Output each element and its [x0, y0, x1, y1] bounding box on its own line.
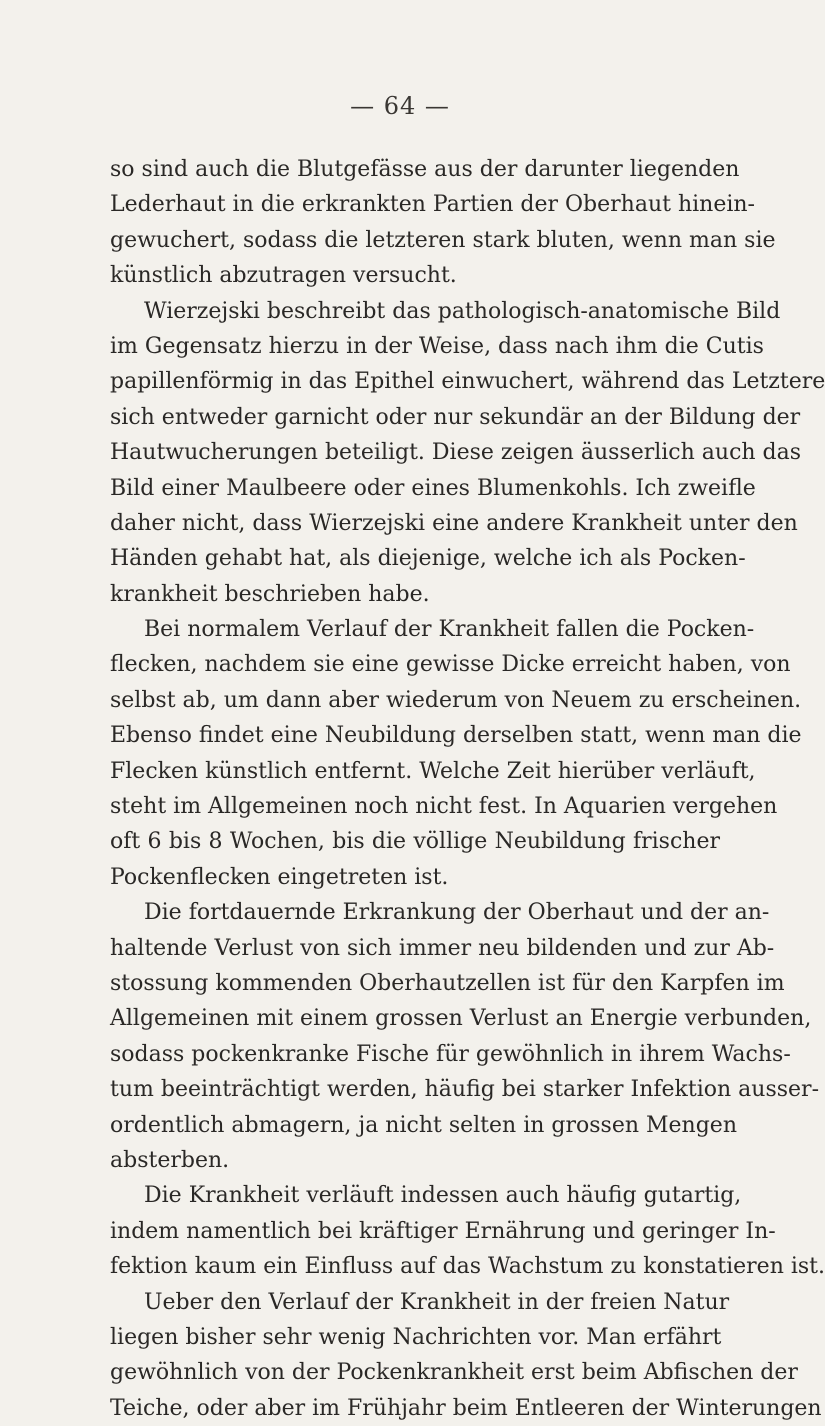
text-line: Ebenso findet eine Neubildung derselben statt, wenn man die [110, 723, 802, 749]
text-line: stossung kommenden Oberhautzellen ist für den Karpfen im [110, 970, 785, 996]
text-line: Bei normalem Verlauf der Krankheit fallen die Pocken- [144, 617, 755, 643]
text-line: absterben. [110, 1147, 230, 1173]
text-line: Teiche, oder aber im Frühjahr beim Entleeren der Winterungen [110, 1395, 822, 1421]
text-line: gewuchert, sodass die letzteren stark bluten, wenn man sie [110, 227, 776, 253]
text-line: oft 6 bis 8 Wochen, bis die völlige Neubildung frischer [110, 829, 720, 855]
text-line: papillenförmig in das Epithel einwuchert, während das Letztere [110, 369, 825, 395]
text-line: fektion kaum ein Einfluss auf das Wachstum zu konstatieren ist. [110, 1254, 825, 1280]
text-line: so sind auch die Blutgefässe aus der darunter liegenden [110, 157, 740, 182]
text-line: Die Krankheit verläuft indessen auch häufig gutartig, [144, 1183, 742, 1209]
text-line: flecken, nachdem sie eine gewisse Dicke erreicht haben, von [110, 652, 791, 678]
text-line: Lederhaut in die erkrankten Partien der Oberhaut hinein- [110, 192, 755, 218]
text-line: krankheit beschrieben habe. [110, 581, 430, 607]
text-line: haltende Verlust von sich immer neu bildenden und zur Ab- [110, 935, 775, 961]
text-line: daher nicht, dass Wierzejski eine andere Krankheit unter den [110, 510, 798, 536]
text-line: sich entweder garnicht oder nur sekundär an der Bildung der [110, 404, 801, 430]
body-text [110, 152, 825, 1426]
text-line: gewöhnlich von der Pockenkrankheit erst beim Abfischen der [110, 1360, 798, 1386]
text-line: Pockenflecken eingetreten ist. [110, 864, 449, 890]
text-line: Allgemeinen mit einem grossen Verlust an Energie verbunden, [110, 1006, 812, 1032]
text-line: tum beeinträchtigt werden, häufig bei starker Infektion ausser- [110, 1077, 820, 1103]
text-line: ordentlich abmagern, ja nicht selten in grossen Mengen [110, 1112, 737, 1138]
text-line: liegen bisher sehr wenig Nachrichten vor. Man erfährt [110, 1324, 722, 1350]
text-line: Händen gehabt hat, als diejenige, welche ich als Pocken- [110, 546, 746, 572]
text-line: sodass pockenkranke Fische für gewöhnlich in ihrem Wachs- [110, 1041, 791, 1067]
text-line: Ueber den Verlauf der Krankheit in der freien Natur [144, 1289, 730, 1315]
text-line: steht im Allgemeinen noch nicht fest. In Aquarien vergehen [110, 794, 778, 820]
text-line: Hautwucherungen beteiligt. Diese zeigen äusserlich auch das [110, 440, 802, 466]
text-line: im Gegensatz hierzu in der Weise, dass nach ihm die Cutis [110, 333, 764, 359]
page-number: — 64 — [350, 92, 450, 120]
text-line: indem namentlich bei kräftiger Ernährung und geringer In- [110, 1218, 776, 1244]
text-line: Flecken künstlich entfernt. Welche Zeit hierüber verläuft, [110, 758, 756, 784]
text-line: Bild einer Maulbeere oder eines Blumenkohls. Ich zweifle [110, 475, 756, 501]
text-line: Wierzejski beschreibt das pathologisch-anatomische Bild [144, 298, 781, 324]
text-line: künstlich abzutragen versucht. [110, 263, 457, 289]
text-line: Die fortdauernde Erkrankung der Oberhaut und der an- [144, 900, 770, 926]
text-line: selbst ab, um dann aber wiederum von Neuem zu erscheinen. [110, 687, 802, 713]
